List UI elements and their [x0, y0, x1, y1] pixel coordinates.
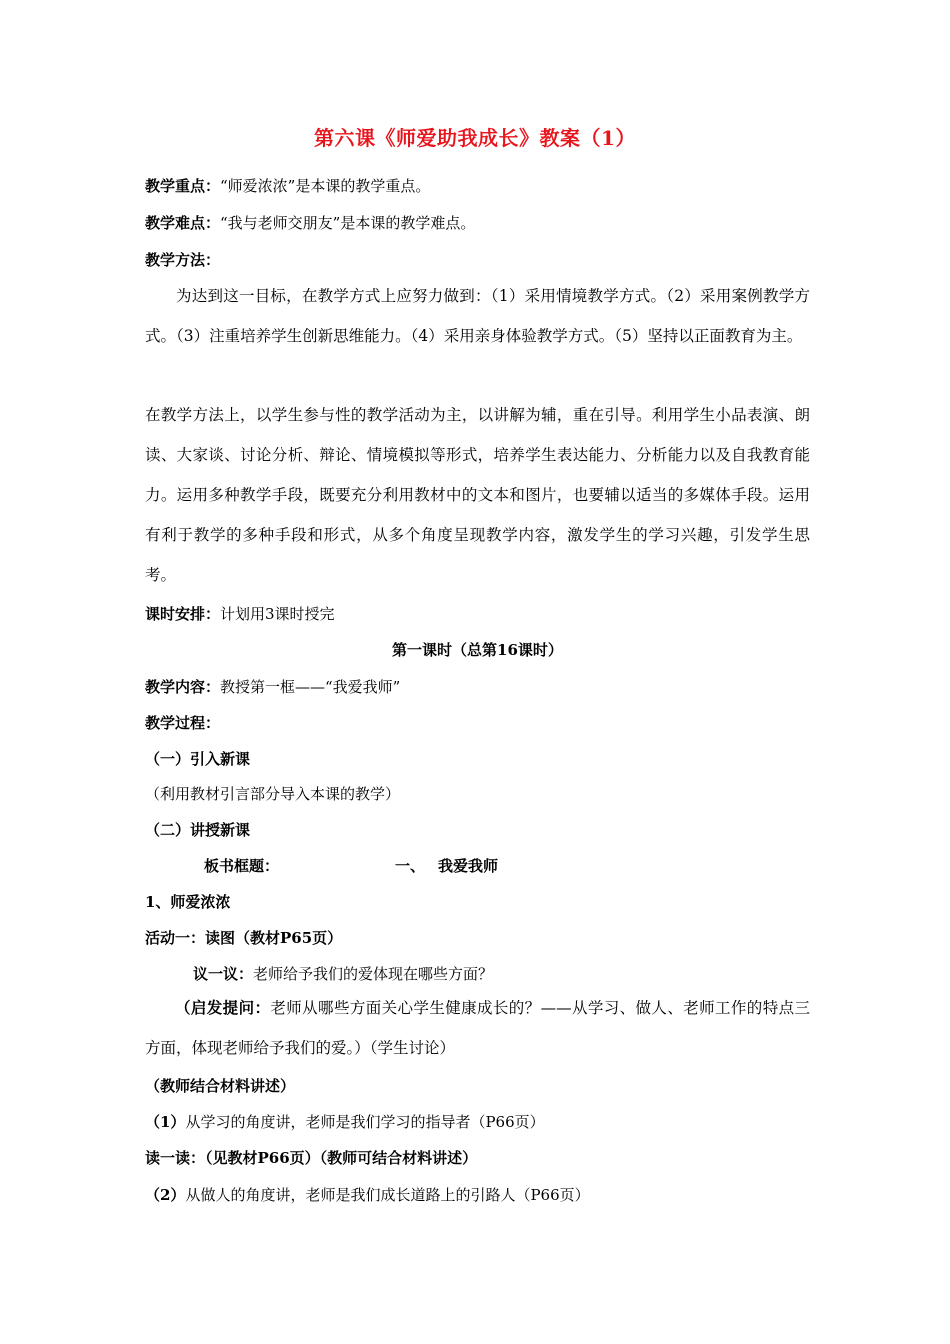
lesson-heading [145, 640, 810, 660]
teaching-difficulty [145, 213, 810, 233]
teaching-content-label: 教学内容： [145, 678, 221, 696]
section-1-heading [145, 892, 810, 912]
board-title: 我爱我师 [438, 857, 499, 875]
teaching-focus-label: 教学重点： [145, 177, 221, 195]
schedule-label: 课时安排： [145, 605, 221, 623]
discuss-row [193, 964, 810, 984]
step-2-text: （二）讲授新课 [145, 821, 251, 839]
schedule [145, 604, 810, 624]
step-1-note: （利用教材引言部分导入本课的教学） [145, 785, 401, 803]
teaching-focus [145, 176, 810, 196]
point-2-number: （2） [145, 1186, 186, 1204]
discuss-label: 议一议： [193, 965, 254, 983]
teaching-method-heading [145, 250, 810, 270]
teaching-focus-text: “师爱浓浓”是本课的教学重点。 [220, 177, 431, 195]
board-number: 一、 [395, 857, 426, 875]
hint-label: （启发提问： [175, 998, 271, 1017]
teaching-difficulty-label: 教学难点： [145, 214, 221, 232]
point-2-text: 从做人的角度讲，老师是我们成长道路上的引路人（P66页） [185, 1186, 590, 1204]
point-1-text: 从学习的角度讲，老师是我们学习的指导者（P66页） [185, 1113, 545, 1131]
method-paragraph-1: 为达到这一目标，在教学方式上应努力做到：（1）采用情境教学方式。（2）采用案例教学方式。（3）注重培养学生创新思维能力。（4）采用亲身体验教学方式。（5）坚持以正面教育为主。 [145, 287, 810, 345]
step-2-heading [145, 820, 810, 840]
lesson-heading-text: 第一课时（总第16课时） [392, 641, 563, 659]
read-row [145, 1148, 810, 1168]
teaching-content [145, 677, 810, 697]
teacher-note-text: （教师结合材料讲述） [145, 1077, 296, 1095]
step-1-heading [145, 749, 810, 769]
method-paragraph-2: 在教学方法上，以学生参与性的教学活动为主，以讲解为辅，重在引导。利用学生小品表演、朗读、大家谈、讨论分析、辩论、情境模拟等形式，培养学生表达能力、分析能力以及自我教育能力。运用多种教学手段，既要充分利用教材中的文本和图片，也要辅以适当的多媒体手段。运用有利于教学的多种手段和形式，从多个角度呈现教学内容，激发学生的学习兴趣，引发学生思考。 [145, 406, 810, 584]
step-1-text: （一）引入新课 [145, 750, 251, 768]
teaching-difficulty-text: “我与老师交朋友”是本课的教学难点。 [220, 214, 476, 232]
schedule-text: 计划用3课时授完 [220, 605, 335, 623]
hint-paragraph [145, 988, 810, 1068]
teaching-method-label: 教学方法： [145, 251, 221, 269]
board-label: 板书框题： [204, 857, 280, 875]
point-2 [145, 1185, 810, 1205]
teaching-content-text: 教授第一框——“我爱我师” [220, 678, 401, 696]
hint-text: 老师从哪些方面关心学生健康成长的？——从学习、做人、老师工作的特点三方面，体现老师给予我们的爱。）（学生讨论） [145, 999, 810, 1057]
teaching-process-label: 教学过程： [145, 714, 221, 732]
document-title: 第六课《师爱助我成长》教案（1） [314, 126, 636, 150]
activity-1-text: 活动一：读图（教材P65页） [145, 929, 343, 947]
section-1-text: 1、师爱浓浓 [145, 893, 231, 911]
discuss-text: 老师给予我们的爱体现在哪些方面？ [253, 965, 494, 983]
teacher-note [145, 1076, 810, 1096]
read-text: 读一读：（见教材P66页）（教师可结合材料讲述） [145, 1149, 478, 1167]
point-1-number: （1） [145, 1113, 186, 1131]
point-1 [145, 1112, 810, 1132]
activity-1-heading [145, 928, 810, 948]
teaching-process-heading [145, 713, 810, 733]
